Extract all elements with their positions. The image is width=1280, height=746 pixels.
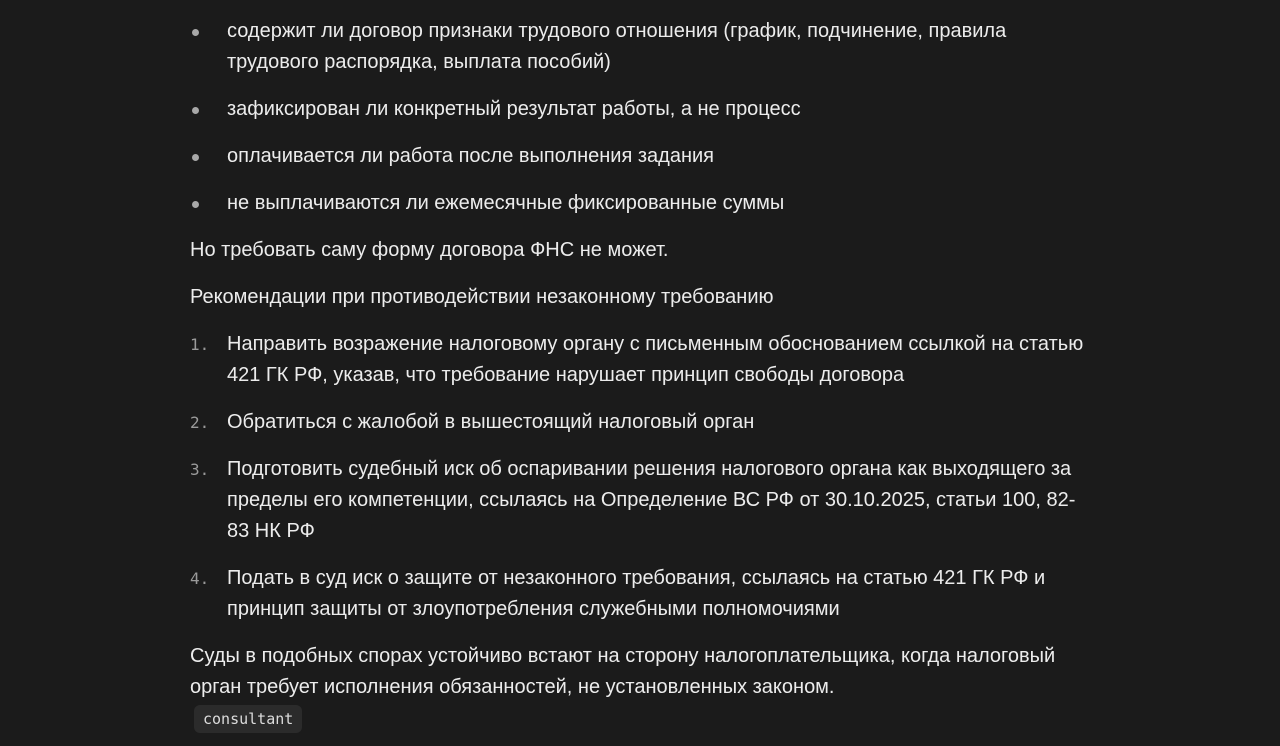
list-item — [190, 188, 1085, 219]
list-item-text: Обратиться с жалобой в вышестоящий налоговый орган — [227, 411, 755, 433]
list-item-text: Подать в суд иск о защите от незаконного требования, ссылаясь на статью 421 ГК РФ и принцип защиты от злоупотребления служебными полномочиями — [227, 567, 1046, 620]
steps-list — [190, 329, 1085, 625]
list-item — [190, 563, 1085, 625]
list-number: 3. — [190, 460, 210, 479]
list-item — [190, 454, 1085, 547]
list-item-text: не выплачиваются ли ежемесячные фиксированные суммы — [227, 192, 785, 214]
bullet-icon — [192, 107, 199, 114]
bullet-icon — [192, 201, 199, 208]
list-item — [190, 94, 1085, 125]
criteria-list — [190, 16, 1085, 219]
list-item — [190, 16, 1085, 78]
source-tag[interactable]: consultant — [194, 705, 302, 733]
message-content — [190, 16, 1085, 734]
list-item — [190, 329, 1085, 391]
list-number: 2. — [190, 413, 210, 432]
section-heading: Рекомендации при противодействии незаконному требованию — [190, 286, 774, 308]
list-item — [190, 407, 1085, 438]
list-item — [190, 141, 1085, 172]
list-item-text: оплачивается ли работа после выполнения задания — [227, 145, 714, 167]
list-number: 1. — [190, 335, 210, 354]
list-item-text: зафиксирован ли конкретный результат работы, а не процесс — [227, 98, 801, 120]
paragraph: Но требовать саму форму договора ФНС не может. — [190, 239, 669, 261]
bullet-icon — [192, 29, 199, 36]
bullet-icon — [192, 154, 199, 161]
list-item-text: Направить возражение налоговому органу с письменным обоснованием ссылкой на статью 421 ГК РФ, указав, что требование нарушает принцип свободы договора — [227, 333, 1084, 386]
list-item-text: содержит ли договор признаки трудового отношения (график, подчинение, правила трудового распорядка, выплата пособий) — [227, 20, 1007, 73]
list-number: 4. — [190, 569, 210, 588]
conclusion-paragraph: Суды в подобных спорах устойчиво встают на сторону налогоплательщика, когда налоговый орган требует исполнения обязанностей, не установленных законом. — [190, 645, 1056, 698]
list-item-text: Подготовить судебный иск об оспаривании решения налогового органа как выходящего за пределы его компетенции, ссылаясь на Определение ВС РФ от 30.10.2025, статьи 100, 82-83 НК РФ — [227, 458, 1076, 542]
